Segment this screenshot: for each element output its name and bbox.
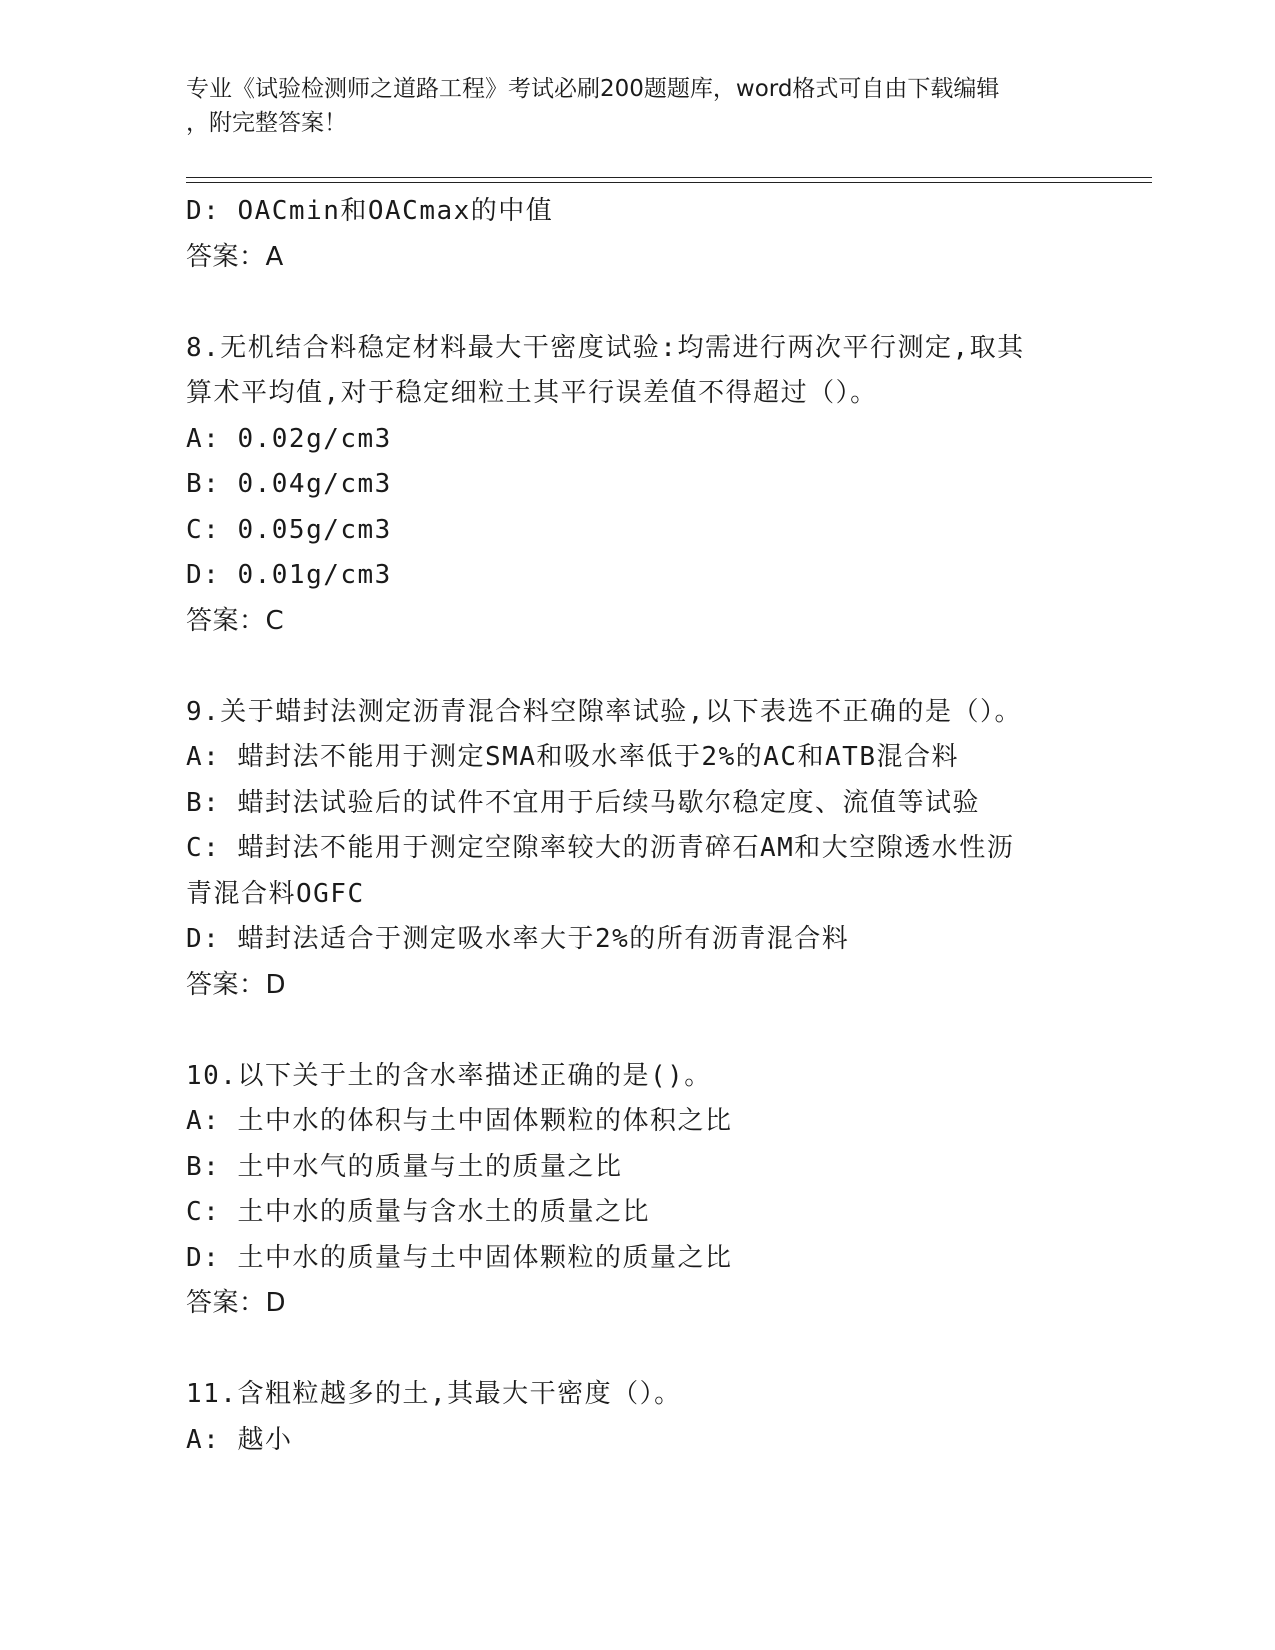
option-d: D: 蜡封法适合于测定吸水率大于2%的所有沥青混合料 — [186, 924, 850, 954]
question-stem: 算术平均值,对于稳定细粒土其平行误差值不得超过（）。 — [186, 378, 878, 408]
question-10 — [186, 1054, 1086, 1327]
question-8 — [186, 326, 1086, 645]
document-body — [186, 189, 1086, 1463]
option-a: A: 土中水的体积与土中固体颗粒的体积之比 — [186, 1106, 733, 1136]
option-b: B: 蜡封法试验后的试件不宜用于后续马歇尔稳定度、流值等试验 — [186, 787, 980, 818]
question-stem: 8.无机结合料稳定材料最大干密度试验:均需进行两次平行测定,取其 — [186, 332, 1025, 363]
question-11 — [186, 1372, 1086, 1463]
page-header — [186, 72, 1066, 140]
question-stem: 10.以下关于土的含水率描述正确的是()。 — [186, 1060, 712, 1091]
header-line-1: 专业《试验检测师之道路工程》考试必刷200题题库，word格式可自由下载编辑 — [186, 76, 1000, 102]
header-divider-bottom — [186, 182, 1152, 183]
answer: 答案：A — [186, 241, 284, 272]
option-b: B: 土中水气的质量与土的质量之比 — [186, 1151, 623, 1182]
option-d: D: 土中水的质量与土中固体颗粒的质量之比 — [186, 1242, 733, 1273]
option-a: A: 蜡封法不能用于测定SMA和吸水率低于2%的AC和ATB混合料 — [186, 742, 959, 772]
option-c: C: 0.05g/cm3 — [186, 514, 392, 545]
option-d: D: OACmin和OACmax的中值 — [186, 196, 554, 226]
answer: 答案：D — [186, 969, 287, 1000]
option-b: B: 0.04g/cm3 — [186, 469, 392, 499]
question-stem: 11.含粗粒越多的土,其最大干密度（）。 — [186, 1379, 682, 1409]
question-9 — [186, 690, 1086, 1009]
option-a: A: 0.02g/cm3 — [186, 423, 392, 454]
question-stem: 9.关于蜡封法测定沥青混合料空隙率试验,以下表选不正确的是（）。 — [186, 696, 1022, 727]
header-line-2: ，附完整答案！ — [186, 110, 347, 136]
answer: 答案：C — [186, 605, 285, 636]
option-c-continued: 青混合料OGFC — [186, 878, 365, 909]
header-divider-top — [186, 177, 1152, 178]
option-c: C: 土中水的质量与含水土的质量之比 — [186, 1197, 650, 1227]
option-c: C: 蜡封法不能用于测定空隙率较大的沥青碎石AM和大空隙透水性沥 — [186, 833, 1015, 863]
previous-question-tail — [186, 189, 1086, 280]
option-d: D: 0.01g/cm3 — [186, 560, 392, 590]
answer: 答案：D — [186, 1288, 287, 1318]
option-a: A: 越小 — [186, 1424, 293, 1455]
